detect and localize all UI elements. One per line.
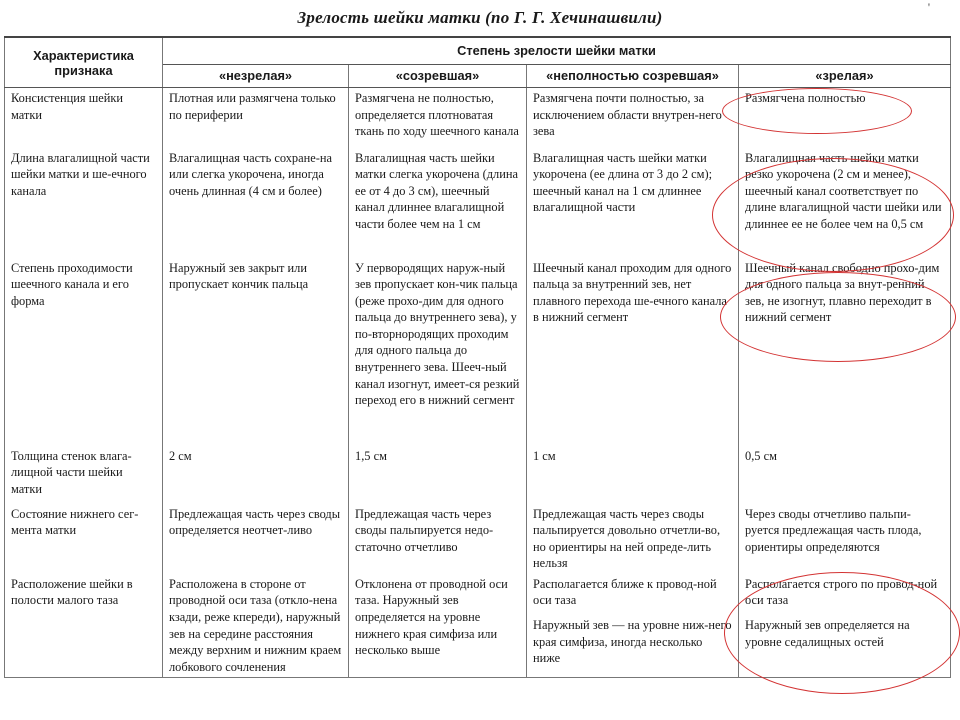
table-row [5,504,951,574]
table-cell: Размягчена почти полностью, за исключением области внутрен-него зева [527,88,739,148]
header-col-immature: «незрелая» [163,65,349,88]
table-cell: 1 см [527,446,739,504]
header-feature: Характеристика признака [5,37,163,88]
row-feature: Степень проходимости шеечного канала и его форма [5,258,163,446]
table-cell: 0,5 см [739,446,951,504]
cell-paragraph: Наружный зев — на уровне ниж-него края симфиза, иногда несколько ниже [533,618,732,666]
header-col-ripened: «созревшая» [349,65,527,88]
corner-mark: ' [927,0,930,14]
table-cell: Влагалищная часть шейки матки слегка укорочена (длина ее от 4 до 3 см), шеечный канал длиннее влагалищной части более чем на 1 см [349,148,527,258]
table-cell [527,574,739,678]
row-feature: Длина влагалищной части шейки матки и ше-ечного канала [5,148,163,258]
row-feature: Толщина стенок влага-лищной части шейки матки [5,446,163,504]
table-cell: Предлежащая часть через своды определяется неотчет-ливо [163,504,349,574]
table-cell [739,574,951,678]
table-cell: Размягчена не полностью, определяется плотноватая ткань по ходу шеечного канала [349,88,527,148]
table-cell: Расположена в стороне от проводной оси таза (откло-нена кзади, реже кпереди), наружный зев на середине расстояния между верхним и нижним краем лобкового сочленения [163,574,349,678]
cell-paragraph: Наружный зев определяется на уровне седалищных остей [745,618,910,649]
table-cell: Предлежащая часть через своды пальпируется довольно отчетли-во, но ориентиры на ней опреде-лить нельзя [527,504,739,574]
header-col-incomplete: «неполностью созревшая» [527,65,739,88]
table-row [5,446,951,504]
table-row [5,88,951,148]
page-title: Зрелость шейки матки (по Г. Г. Хечинашвили) [297,8,663,27]
table-cell: 2 см [163,446,349,504]
table-cell: Плотная или размягчена только по периферии [163,88,349,148]
cell-paragraph: Располагается ближе к провод-ной оси таза [533,576,717,608]
header-col-mature: «зрелая» [739,65,951,88]
maturity-table [4,36,951,678]
header-group: Степень зрелости шейки матки [163,37,951,65]
row-feature: Консистенция шейки матки [5,88,163,148]
table-cell: Шеечный канал проходим для одного пальца за внутренний зев, нет плавного перехода ше-ечного канала в нижний сегмент [527,258,739,446]
table-cell: У первородящих наруж-ный зев пропускает кон-чик пальца (реже прохо-дим для одного пальца до внутреннего зева), у по-вторнородящих проходим для одного пальца до внутреннего зева. Шееч-ный канал изогнут, имеет-ся резкий переход его в нижний сегмент [349,258,527,446]
table-cell: Влагалищная часть шейки матки укорочена (ее длина от 3 до 2 см); шеечный канал на 1 см длиннее влагалищной части [527,148,739,258]
table-row [5,258,951,446]
row-feature: Расположение шейки в полости малого таза [5,574,163,678]
table-row [5,574,951,678]
table-cell: Размягчена полностью [739,88,951,148]
cell-paragraph: Располагается строго по провод-ной оси таза [745,576,938,608]
table-cell: Наружный зев закрыт или пропускает кончик пальца [163,258,349,446]
table-cell: Влагалищная часть шейки матки резко укорочена (2 см и менее), шеечный канал соответствует по длине влагалищной части шейки или длиннее ее не более чем на 0,5 см [739,148,951,258]
table-cell: Предлежащая часть через своды пальпируется недо-статочно отчетливо [349,504,527,574]
row-feature: Состояние нижнего сег-мента матки [5,504,163,574]
table-cell: Отклонена от проводной оси таза. Наружный зев определяется на уровне нижнего края симфиза или несколько выше [349,574,527,678]
table-row [5,148,951,258]
table-cell: Через своды отчетливо пальпи-руется предлежащая часть плода, ориентиры определяются [739,504,951,574]
table-cell: Влагалищная часть сохране-на или слегка укорочена, иногда очень длинная (4 см и более) [163,148,349,258]
table-cell: Шеечный канал свободно прохо-дим для одного пальца за внут-ренний зев, не изогнут, плавно переходит в нижний сегмент [739,258,951,446]
table-cell: 1,5 см [349,446,527,504]
